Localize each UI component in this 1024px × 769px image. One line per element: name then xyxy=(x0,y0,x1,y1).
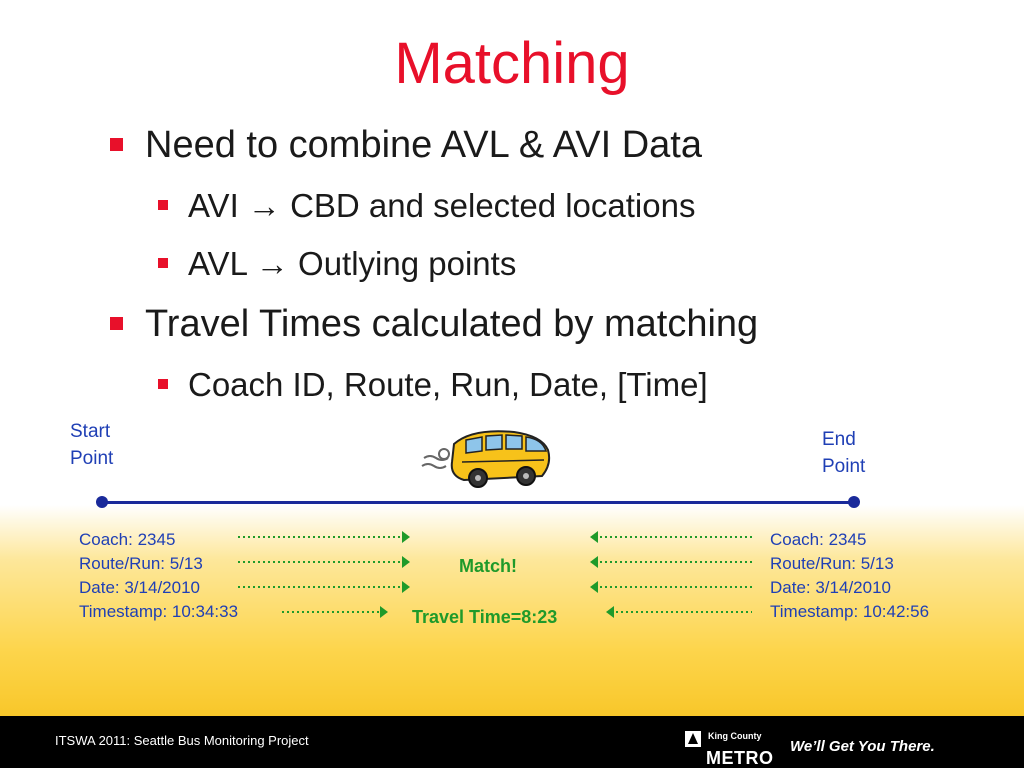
arrowhead-right-4 xyxy=(380,606,388,618)
brand-tagline: We’ll Get You There. xyxy=(790,738,935,755)
bullet-marker xyxy=(110,138,123,151)
bullet-marker xyxy=(158,258,168,268)
start-label-line-1: Start xyxy=(70,421,111,442)
slide-title: Matching xyxy=(394,31,630,96)
end-label-line-1: End xyxy=(822,429,856,450)
bullet-1b xyxy=(188,245,516,283)
bus-icon xyxy=(414,422,556,492)
arrowhead-right-1 xyxy=(402,531,410,543)
brand-subtitle: King County xyxy=(708,731,762,741)
bullet-1-text: Need to combine AVL & AVI Data xyxy=(145,124,702,166)
arrowhead-left-3 xyxy=(590,581,598,593)
bullet-marker xyxy=(110,317,123,330)
left-coach: Coach: 2345 xyxy=(79,530,176,549)
left-timestamp: Timestamp: 10:34:33 xyxy=(79,602,239,621)
end-label-line-2: Point xyxy=(822,456,866,477)
right-timestamp: Timestamp: 10:42:56 xyxy=(770,602,930,621)
right-route-run: Route/Run: 5/13 xyxy=(770,554,894,573)
travel-time-label: Travel Time=8:23 xyxy=(412,607,558,627)
timeline-start-dot xyxy=(96,496,108,508)
footer-text: ITSWA 2011: Seattle Bus Monitoring Project xyxy=(55,733,309,748)
brand-name: METRO xyxy=(706,748,774,768)
bullet-1a-text: AVI → CBD and selected locations xyxy=(188,187,696,224)
end-point-label xyxy=(822,426,865,480)
bullet-1 xyxy=(145,124,702,167)
bullet-1a xyxy=(188,187,695,225)
arrowhead-right-3 xyxy=(402,581,410,593)
timeline-end-dot xyxy=(848,496,860,508)
arrowhead-left-2 xyxy=(590,556,598,568)
bullet-2 xyxy=(145,303,758,346)
right-coach: Coach: 2345 xyxy=(770,530,867,549)
bullet-marker xyxy=(158,200,168,210)
arrowhead-right-2 xyxy=(402,556,410,568)
match-label: Match! xyxy=(459,556,517,576)
metro-logo-icon xyxy=(684,730,702,748)
arrowhead-left-4 xyxy=(606,606,614,618)
left-date: Date: 3/14/2010 xyxy=(79,578,200,597)
bullet-1b-text: AVL → Outlying points xyxy=(188,245,517,282)
bullet-2a xyxy=(188,366,708,404)
bullet-marker xyxy=(158,379,168,389)
bullet-2a-text: Coach ID, Route, Run, Date, [Time] xyxy=(188,366,708,403)
start-point-label xyxy=(70,418,113,472)
timeline-line xyxy=(102,501,854,504)
right-date: Date: 3/14/2010 xyxy=(770,578,891,597)
left-route-run: Route/Run: 5/13 xyxy=(79,554,203,573)
arrowhead-left-1 xyxy=(590,531,598,543)
start-label-line-2: Point xyxy=(70,448,114,469)
bullet-2-text: Travel Times calculated by matching xyxy=(145,303,759,345)
